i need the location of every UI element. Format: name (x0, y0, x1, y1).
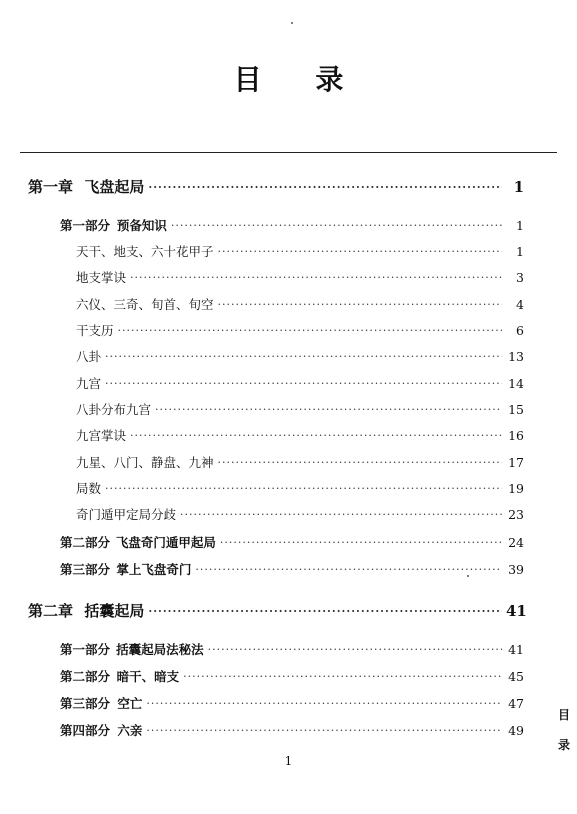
toc-item[interactable] (76, 321, 524, 339)
dot-leader (130, 271, 502, 284)
side-tab-label (556, 700, 572, 760)
page-number: 1 (516, 218, 524, 233)
part-title: 空亡 (117, 696, 143, 711)
part-label: 第一部分 (60, 218, 111, 233)
scan-speck (467, 575, 469, 577)
page-number: 41 (508, 642, 524, 657)
page-number: 24 (508, 535, 524, 550)
chapter-title: 飞盘起局 (84, 178, 145, 196)
toc-item[interactable] (76, 453, 524, 471)
dot-leader (148, 181, 502, 194)
item-title: 八卦分布九宫 (76, 402, 152, 417)
chapter-label: 第一章 (28, 178, 74, 196)
part-title: 掌上飞盘奇门 (116, 562, 192, 577)
part-title: 预备知识 (116, 218, 167, 233)
part-title: 括囊起局法秘法 (116, 642, 204, 657)
dot-leader (218, 456, 502, 469)
part-label: 第三部分 (60, 696, 111, 711)
item-title: 九宫 (76, 376, 102, 391)
dot-leader (105, 482, 502, 495)
chapter-title: 括囊起局 (84, 602, 145, 620)
item-title: 八卦 (76, 349, 102, 364)
page-number: 1 (513, 178, 524, 196)
page-number: 14 (508, 376, 524, 391)
dot-leader (146, 724, 502, 737)
dot-leader (105, 377, 502, 390)
dot-leader (218, 245, 502, 258)
page-number: 6 (516, 323, 524, 338)
part-title: 六亲 (117, 723, 143, 738)
page-number: 15 (508, 402, 524, 417)
dot-leader (130, 429, 502, 442)
dot-leader (220, 536, 502, 549)
page-number: 45 (508, 669, 524, 684)
toc-item[interactable] (76, 242, 524, 260)
dot-leader (105, 350, 502, 363)
toc-part-2-2[interactable] (60, 667, 524, 685)
part-label: 第三部分 (60, 562, 111, 577)
toc-chapter-2[interactable] (28, 600, 527, 621)
part-title: 暗干、暗支 (116, 669, 180, 684)
item-title: 地支掌诀 (76, 270, 127, 285)
item-title: 奇门遁甲定局分歧 (76, 507, 177, 522)
toc-item[interactable] (76, 400, 524, 418)
item-title: 干支历 (76, 323, 114, 338)
side-tab-char: 录 (557, 738, 570, 752)
dot-leader (118, 324, 502, 337)
dot-leader (208, 643, 502, 656)
page-number: 23 (508, 507, 524, 522)
dot-leader (218, 298, 502, 311)
header-rule (20, 152, 557, 153)
page-number: 39 (508, 562, 524, 577)
toc-part-2-3[interactable] (60, 694, 524, 712)
toc-part-2-1[interactable] (60, 640, 524, 658)
dot-leader (171, 219, 502, 232)
part-label: 第四部分 (60, 723, 111, 738)
dot-leader (146, 697, 502, 710)
chapter-label: 第二章 (28, 602, 74, 620)
page-number: 4 (516, 297, 524, 312)
page-number: 16 (508, 428, 524, 443)
toc-part-1-2[interactable] (60, 533, 524, 551)
toc-item[interactable] (76, 479, 524, 497)
item-title: 天干、地支、六十花甲子 (76, 244, 214, 259)
page-number: 49 (508, 723, 524, 738)
item-title: 九宫掌诀 (76, 428, 127, 443)
page-number: 1 (516, 244, 524, 259)
page-number: 19 (508, 481, 524, 496)
dot-leader (195, 563, 502, 576)
page-number: 3 (516, 270, 524, 285)
dot-leader (155, 403, 502, 416)
item-title: 局数 (76, 481, 102, 496)
toc-item[interactable] (76, 505, 524, 523)
item-title: 六仪、三奇、旬首、旬空 (76, 297, 214, 312)
part-label: 第二部分 (60, 669, 111, 684)
dot-leader (148, 605, 502, 618)
dot-leader (183, 670, 502, 683)
page-number: 17 (508, 455, 524, 470)
page-title: 目 录 (233, 63, 366, 96)
part-label: 第一部分 (60, 642, 111, 657)
footer-page-number: 1 (284, 754, 293, 768)
side-tab-char: 目 (557, 708, 570, 722)
toc-item[interactable] (76, 268, 524, 286)
toc-chapter-1[interactable] (28, 176, 524, 197)
item-title: 九星、八门、静盘、九神 (76, 455, 214, 470)
toc-item[interactable] (76, 426, 524, 444)
part-title: 飞盘奇门遁甲起局 (115, 535, 216, 550)
page-number: 41 (506, 602, 527, 620)
toc-item[interactable] (76, 374, 524, 392)
page-number: 47 (508, 696, 524, 711)
toc-part-1-3[interactable] (60, 560, 524, 578)
toc-item[interactable] (76, 295, 524, 313)
toc-part-2-4[interactable] (60, 721, 524, 739)
page-number: 13 (508, 349, 524, 364)
toc-part-1-1[interactable] (60, 216, 524, 234)
part-label: 第二部分 (60, 535, 111, 550)
dot-leader (180, 508, 502, 521)
scan-speck (291, 22, 293, 24)
toc-item[interactable] (76, 347, 524, 365)
